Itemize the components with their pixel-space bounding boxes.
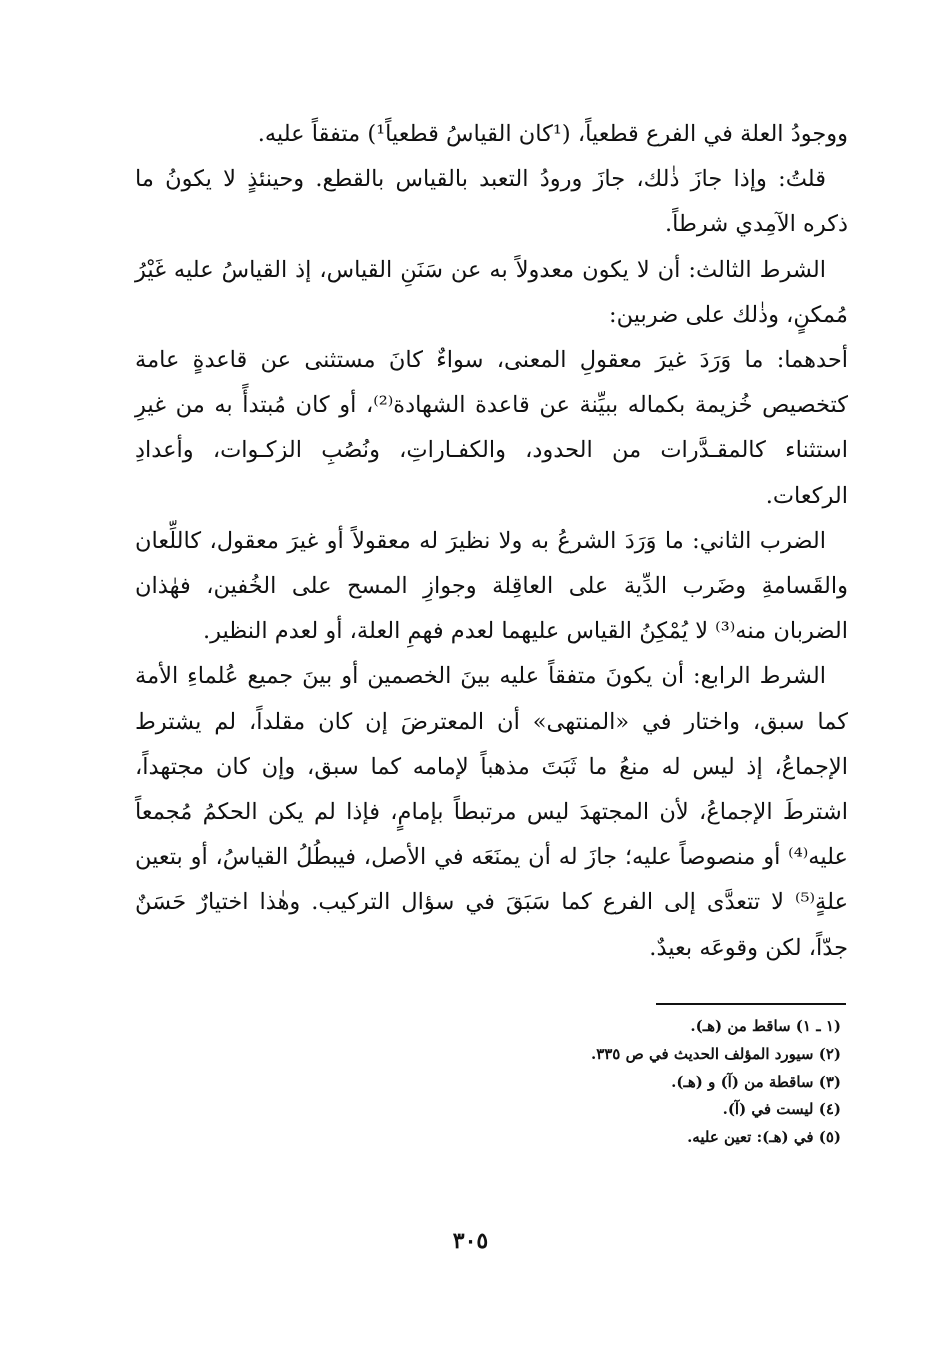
main-text	[135, 112, 848, 971]
footnote-1: (١ ـ ١) ساقط من (هـ).	[690, 1017, 841, 1035]
footnote-5: (٥) في (هـ): تعين عليه.	[687, 1128, 841, 1147]
footnote-2: (٢) سيورد المؤلف الحديث في ص ٣٣٥.	[590, 1044, 841, 1063]
footnotes	[300, 1013, 841, 1152]
footnote-divider	[656, 1003, 846, 1005]
paragraph-5: الضرب الثاني: ما وَرَدَ الشرعُ به ولا نظيرَ له معقولاً أو غيرَ معقول، كاللِّعان والقَسامةِ وضَرب الدِّية على العاقِلة وجوازِ المسح على الخُفين، فهٰذان الضربان منه⁽³⁾ لا يُمْكِنُ القياس عليهما لعدم فهمِ العلة، أو لعدم النظير.	[135, 527, 848, 645]
footnote-3: (٣) ساقطة من (آ) و (هـ).	[671, 1072, 841, 1091]
paragraph-1: ووجودُ العلة في الفرع قطعياً، (¹كان القياسُ قطعياً¹) متفقاً عليه.	[257, 121, 848, 147]
paragraph-6: الشرط الرابع: أن يكونَ متفقاً عليه بينَ الخصمين أو بينَ جميع عُلماءِ الأمة كما سبق، واختار في «المنتهى» أن المعترضَ إن كان مقلداً، لم يشترط الإجماعُ، إذ ليس له منعُ ما ثَبَتَ مذهباً لإمامه كما سبق، وإن كان مجتهداً، اشترطَ الإجماعُ، لأن المجتهدَ ليس مرتبطاً بإمامٍ، فإذا لم يكن الحكمُ مُجمعاً عليه⁽⁴⁾ أو منصوصاً عليه؛ جازَ له أن يمنَعَه في الأصل، فيبطُلُ القياسُ، أو بتعين علةٍ⁽⁵⁾ لا تتعدَّى إلى الفرع كما سَبَقَ في سؤال التركيب. وهٰذا اختيارٌ حَسَنٌ جدّاً، لكن وقوعَه بعيدٌ.	[135, 663, 848, 961]
paragraph-3: الشرط الثالث: أن لا يكون معدولاً به عن سَنَنِ القياس، إذ القياسُ عليه غَيْرُ مُمكنٍ، وذٰلك على ضربين:	[135, 256, 848, 328]
paragraph-4: أحدهما: ما وَرَدَ غيرَ معقولِ المعنى، سواءٌ كانَ مستثنى عن قاعدةٍ عامة كتخصيص خُزيمة بكماله ببيِّنة عن قاعدة الشهادة⁽²⁾، أو كان مُبتدأً به من غيرِ استثناء كالمقـدَّرات من الحدود، والكفـاراتِ، ونُصُبِ الزكـوات، وأعدادِ الركعات.	[135, 347, 848, 509]
page-number: ٣٠٥	[452, 1228, 489, 1254]
footnote-4: (٤) ليست في (آ).	[722, 1100, 841, 1119]
paragraph-2: قلتُ: وإذا جازَ ذٰلك، جازَ ورودُ التعبد بالقياس بالقطع. وحينئذٍ لا يكونُ ما ذكره الآمِدي شرطاً.	[135, 166, 848, 238]
